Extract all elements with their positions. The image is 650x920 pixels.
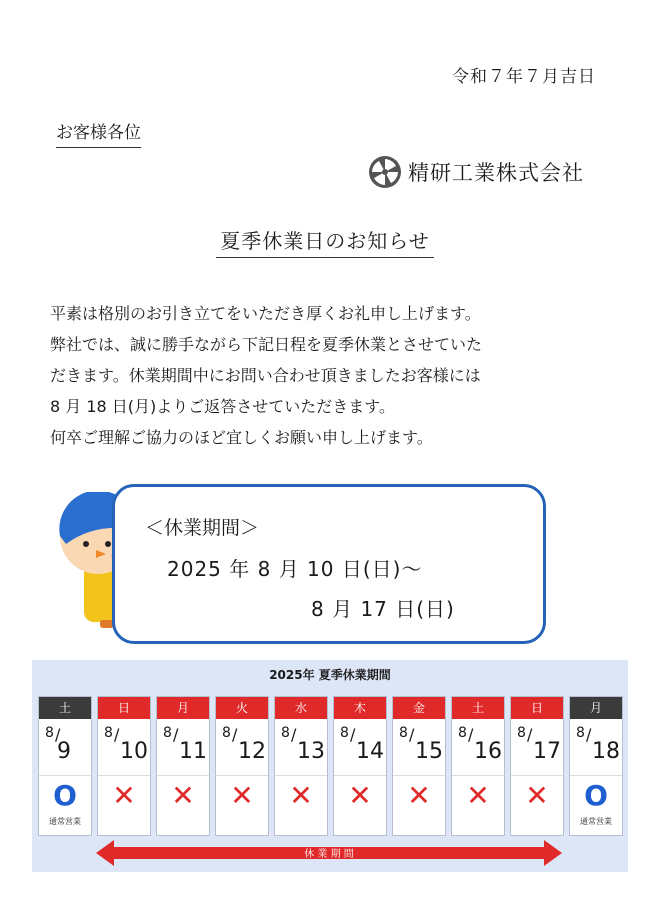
calendar-month: 8 (45, 725, 54, 741)
addressee: お客様各位 (56, 118, 141, 148)
calendar-weekday: 火 (216, 697, 268, 719)
calendar-weekday: 金 (393, 697, 445, 719)
date-separator: / (173, 725, 179, 744)
calendar-weekday: 土 (452, 697, 504, 719)
calendar-day (510, 696, 564, 836)
calendar-date (334, 719, 386, 775)
period-start: 2025 年 8 月 10 日(日)～ (167, 557, 423, 581)
company-header (368, 155, 584, 189)
closed-x-icon: ✕ (275, 775, 327, 816)
date-separator: / (468, 725, 474, 744)
calendar-month: 8 (576, 725, 585, 741)
calendar-date (98, 719, 150, 775)
calendar-date (393, 719, 445, 775)
calendar-day (156, 696, 210, 836)
body-line: 弊社では、誠に勝手ながら下記日程を夏季休業とさせていた (50, 335, 483, 354)
calendar-weekday: 土 (39, 697, 91, 719)
calendar-date (157, 719, 209, 775)
calendar-day (274, 696, 328, 836)
calendar-day (569, 696, 623, 836)
company-logo-icon (368, 155, 402, 189)
closed-x-icon: ✕ (216, 775, 268, 816)
calendar-weekday: 月 (570, 697, 622, 719)
calendar-month: 8 (163, 725, 172, 741)
calendar-weekday: 日 (511, 697, 563, 719)
calendar-date (511, 719, 563, 775)
calendar-weekday: 月 (157, 697, 209, 719)
date-separator: / (114, 725, 120, 744)
calendar-date (275, 719, 327, 775)
date-separator: / (350, 725, 356, 744)
date-separator: / (409, 725, 415, 744)
calendar-month: 8 (517, 725, 526, 741)
calendar-day-number: 14 (356, 739, 384, 764)
date-separator: / (527, 725, 533, 744)
notice-title (0, 225, 650, 254)
calendar-day-number: 16 (474, 739, 502, 764)
calendar-date (39, 719, 91, 775)
calendar-month: 8 (340, 725, 349, 741)
calendar-day-number: 12 (238, 739, 266, 764)
closure-calendar (32, 660, 628, 872)
body-line: 平素は格別のお引き立てをいただき厚くお礼申し上げます。 (50, 304, 481, 323)
company-name: 精研工業株式会社 (408, 161, 584, 185)
date-separator: / (586, 725, 592, 744)
date-separator: / (55, 725, 61, 744)
closed-x-icon: ✕ (98, 775, 150, 816)
calendar-day-number: 9 (57, 739, 71, 764)
calendar-day (451, 696, 505, 836)
calendar-day-number: 13 (297, 739, 325, 764)
calendar-day-number: 15 (415, 739, 443, 764)
notice-title-text: 夏季休業日のお知らせ (216, 229, 433, 258)
closure-period-arrow (96, 840, 562, 866)
calendar-month: 8 (281, 725, 290, 741)
calendar-date (570, 719, 622, 775)
date-separator: / (291, 725, 297, 744)
open-circle-icon: O (39, 775, 91, 816)
calendar-title: 2025年 夏季休業期間 (269, 668, 391, 682)
closed-x-icon: ✕ (452, 775, 504, 816)
calendar-date (216, 719, 268, 775)
calendar-day-number: 11 (179, 739, 207, 764)
calendar-note: 通常営業 (580, 817, 612, 826)
calendar-day (97, 696, 151, 836)
closure-period-box (112, 484, 546, 644)
body-line: 何卒ご理解ご協力のほど宜しくお願い申し上げます。 (50, 428, 433, 447)
closed-x-icon: ✕ (157, 775, 209, 816)
period-end: 8 月 17 日(日) (311, 597, 455, 621)
notice-body (50, 298, 482, 453)
calendar-day-number: 17 (533, 739, 561, 764)
calendar-date (452, 719, 504, 775)
body-line: だきます。休業期間中にお問い合わせ頂きましたお客様には (50, 366, 481, 385)
arrow-label: 休 業 期 間 (304, 849, 354, 860)
calendar-day-number: 18 (592, 739, 620, 764)
closed-x-icon: ✕ (393, 775, 445, 816)
document-date: 令和７年７月吉日 (452, 67, 596, 87)
period-label: ＜休業期間＞ (145, 517, 260, 539)
date-separator: / (232, 725, 238, 744)
closed-x-icon: ✕ (511, 775, 563, 816)
calendar-month: 8 (222, 725, 231, 741)
calendar-month: 8 (458, 725, 467, 741)
open-circle-icon: O (570, 775, 622, 816)
calendar-weekday: 水 (275, 697, 327, 719)
body-line: 8 月 18 日(月)よりご返答させていただきます。 (50, 397, 396, 416)
calendar-day (392, 696, 446, 836)
calendar-month: 8 (399, 725, 408, 741)
calendar-day (333, 696, 387, 836)
calendar-day (215, 696, 269, 836)
calendar-month: 8 (104, 725, 113, 741)
calendar-weekday: 木 (334, 697, 386, 719)
calendar-note: 通常営業 (49, 817, 81, 826)
calendar-weekday: 日 (98, 697, 150, 719)
calendar-day-number: 10 (120, 739, 148, 764)
closed-x-icon: ✕ (334, 775, 386, 816)
calendar-day (38, 696, 92, 836)
